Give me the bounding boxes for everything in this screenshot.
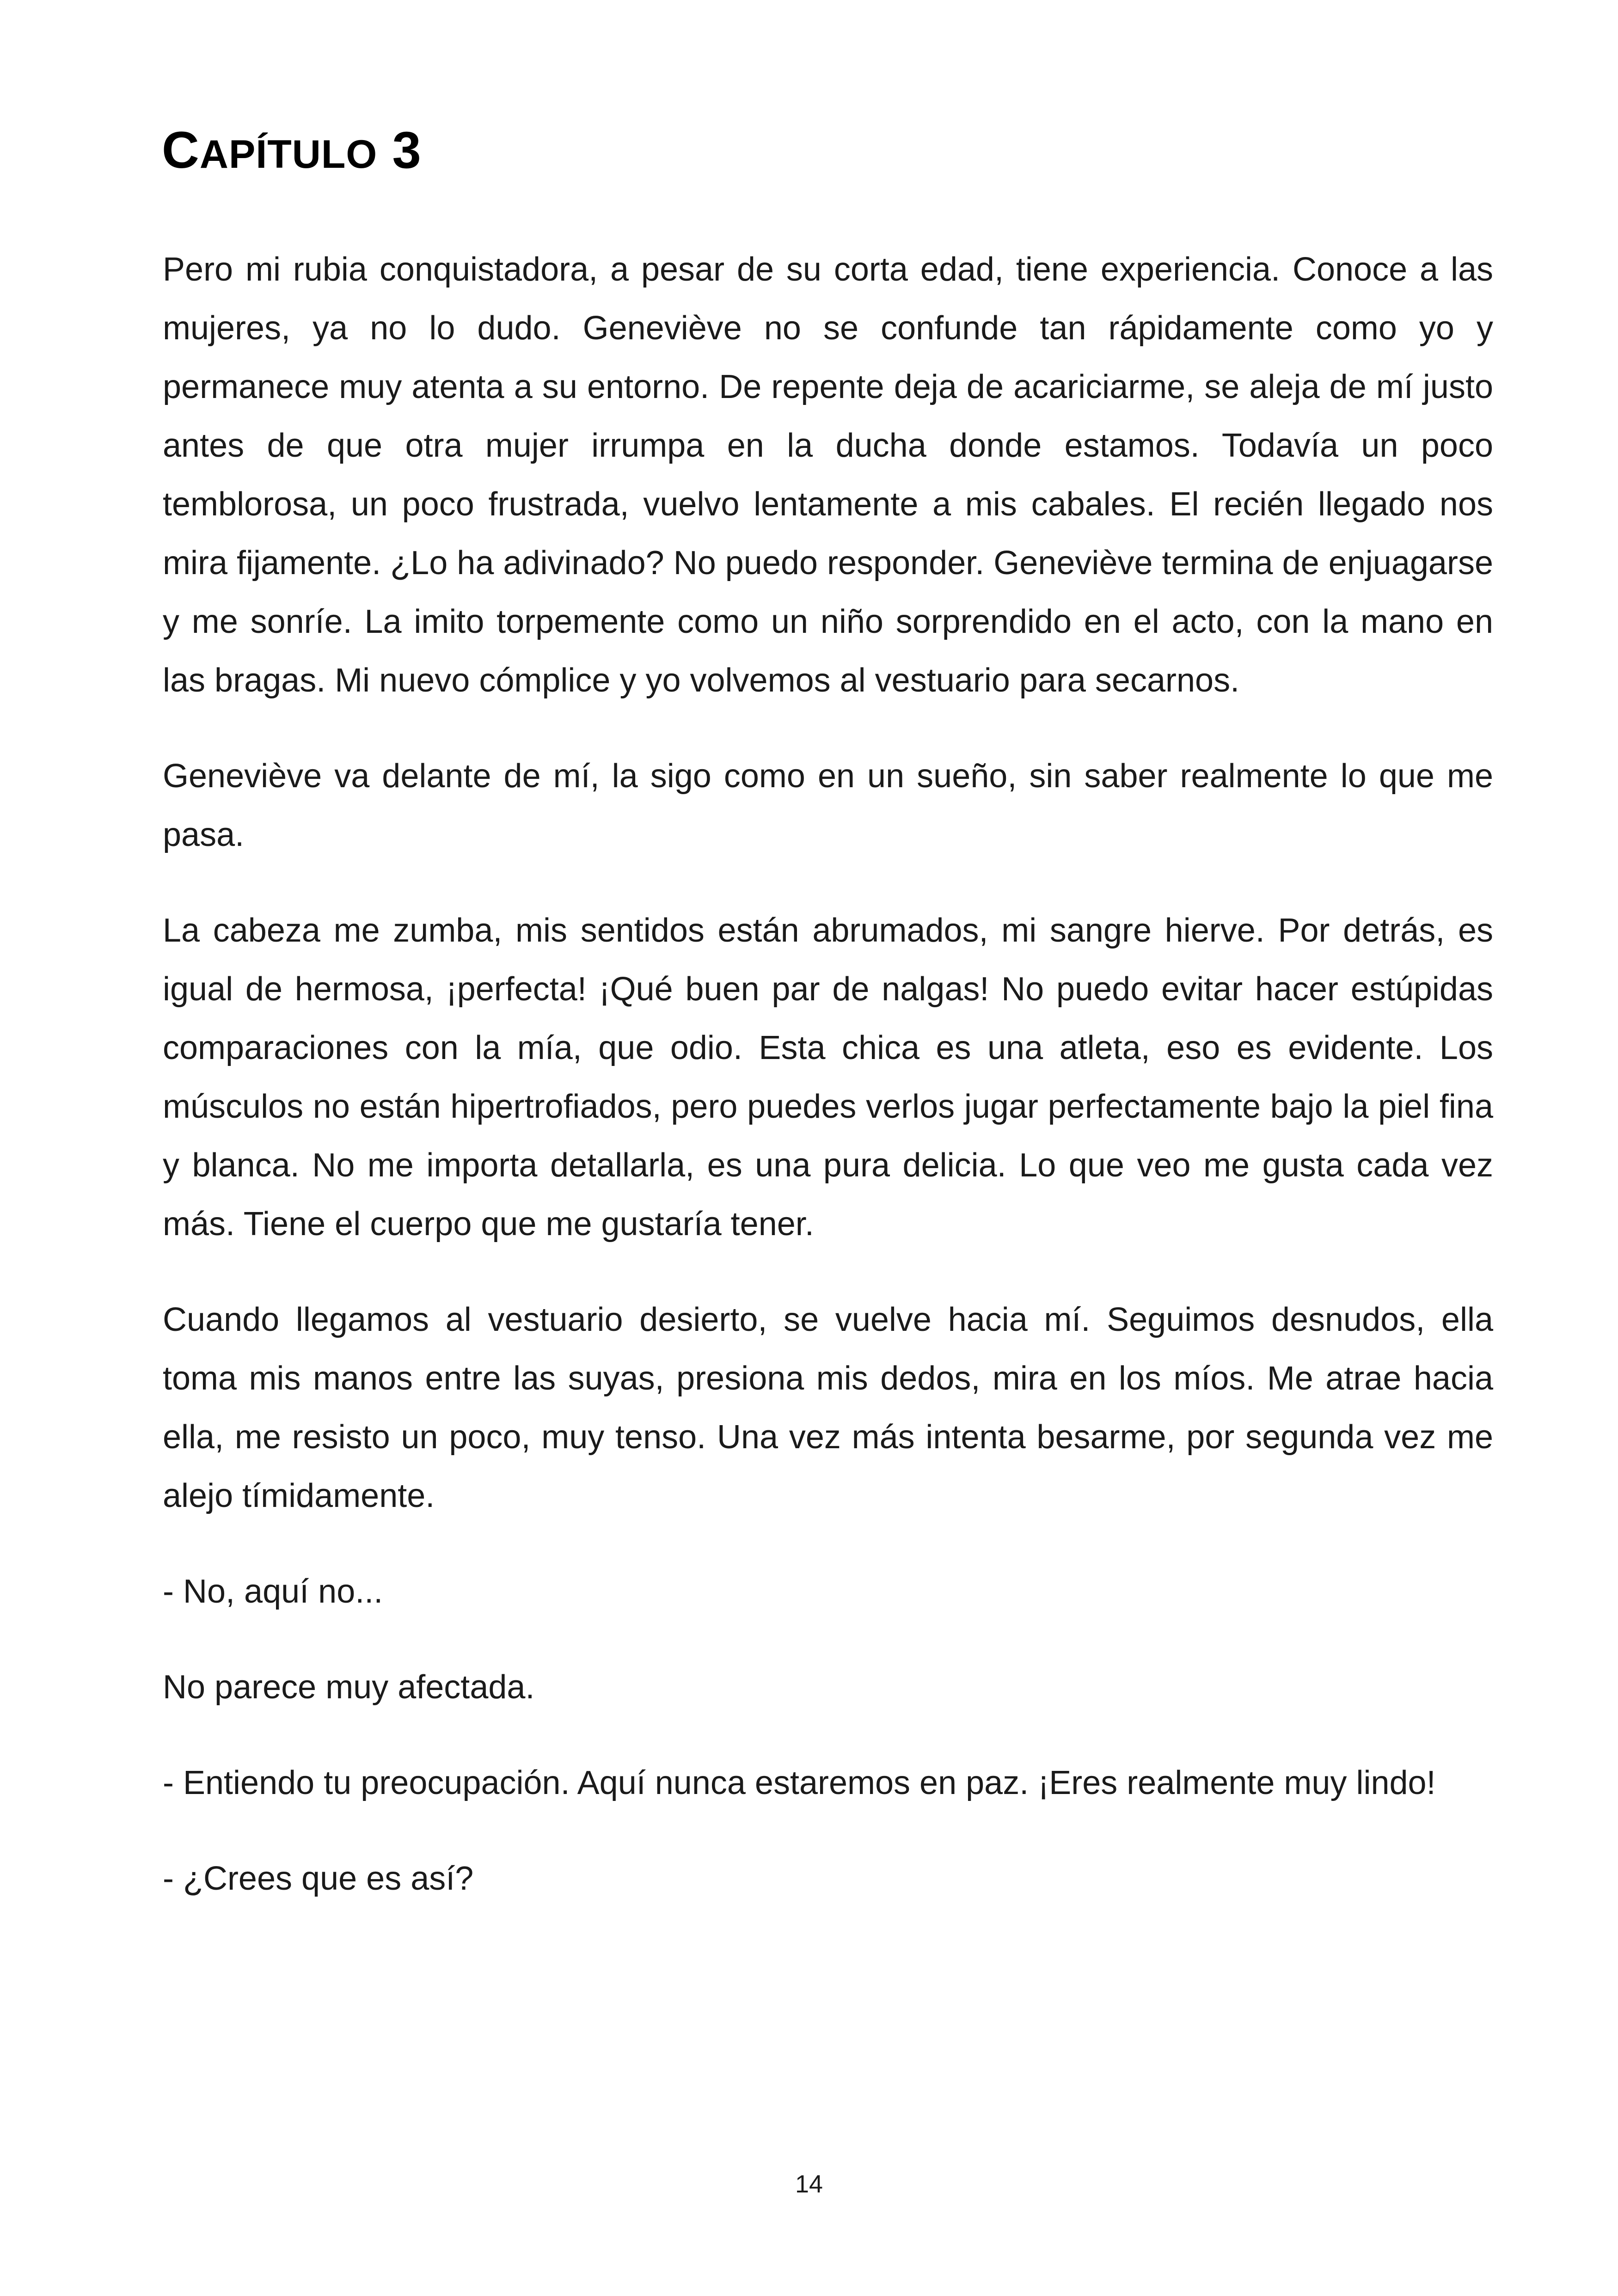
page-number: 14	[795, 2170, 823, 2198]
chapter-title-initial: C	[162, 121, 200, 179]
paragraph: Cuando llegamos al vestuario desierto, se vuelve hacia mí. Seguimos desnudos, ella toma mis manos entre las suyas, presiona mis dedos, mira en los míos. Me atrae hacia ella, me resisto un poco, muy tenso. Una vez más intenta besarme, por segunda vez me alejo tímidamente.	[163, 1301, 1493, 1514]
paragraph: Pero mi rubia conquistadora, a pesar de su corta edad, tiene experiencia. Conoce a las mujeres, ya no lo dudo. Geneviève no se confunde tan rápidamente como yo y permanece muy atenta a su entorno. De repente deja de acariciarme, se aleja de mí justo antes de que otra mujer irrumpa en la ducha donde estamos. Todavía un poco temblorosa, un poco frustrada, vuelvo lentamente a mis cabales. El recién llegado nos mira fijamente. ¿Lo ha adivinado? No puedo responder. Geneviève termina de enjuagarse y me sonríe. La imito torpemente como un niño sorprendido en el acto, con la mano en las bragas. Mi nuevo cómplice y yo volvemos al vestuario para secarnos.	[163, 251, 1493, 699]
paragraph: Geneviève va delante de mí, la sigo como en un sueño, sin saber realmente lo que me pasa.	[163, 758, 1493, 853]
dialogue-line: - ¿Crees que es así?	[163, 1860, 474, 1897]
chapter-title-rest: APÍTULO	[199, 132, 378, 177]
paragraph: No parece muy afectada.	[163, 1669, 535, 1706]
chapter-title	[162, 116, 422, 189]
dialogue-line: - No, aquí no...	[163, 1573, 383, 1610]
dialogue-line: - Entiendo tu preocupación. Aquí nunca estaremos en paz. ¡Eres realmente muy lindo!	[163, 1764, 1436, 1801]
chapter-number: 3	[392, 121, 422, 179]
paragraph: La cabeza me zumba, mis sentidos están abrumados, mi sangre hierve. Por detrás, es igual de hermosa, ¡perfecta! ¡Qué buen par de nalgas! No puedo evitar hacer estúpidas comparaciones con la mía, que odio. Esta chica es una atleta, eso es evidente. Los músculos no están hipertrofiados, pero puedes verlos jugar perfectamente bajo la piel fina y blanca. No me importa detallarla, es una pura delicia. Lo que veo me gusta cada vez más. Tiene el cuerpo que me gustaría tener.	[163, 912, 1493, 1243]
chapter-body	[163, 240, 1493, 1945]
